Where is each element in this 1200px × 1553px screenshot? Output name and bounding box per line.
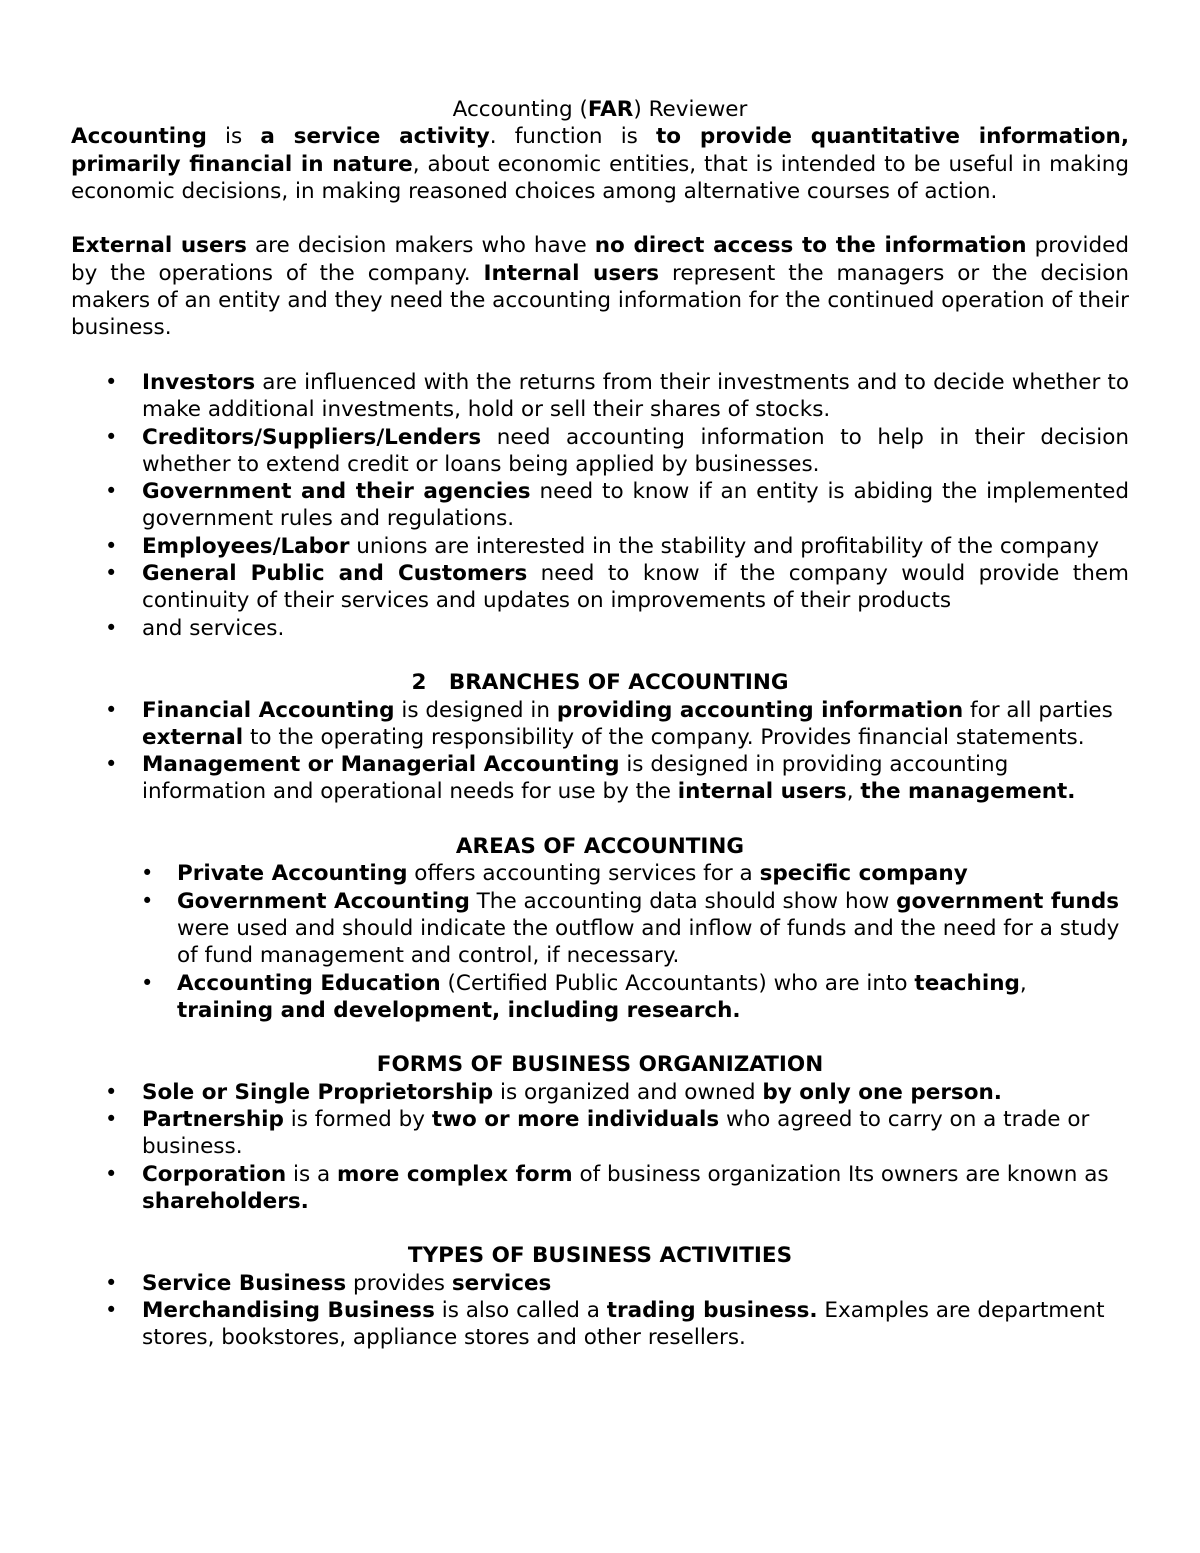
spacer [71, 205, 1129, 232]
bold-text-run: General Public and Customers [142, 561, 528, 587]
list-item [71, 369, 1129, 424]
text-run: The accounting data should show how [469, 888, 897, 914]
bold-text-run: Merchandising Business [142, 1298, 435, 1324]
text-run: provides [346, 1270, 452, 1296]
text-run: are decision makers who have [246, 233, 595, 259]
list-item [71, 860, 1129, 887]
text-run: represent the managers or the decision makers of an entity and they need the accounting information for the continued operation of their business. [71, 260, 1130, 341]
text-run: is organized and owned [493, 1079, 763, 1105]
list-item [71, 1161, 1129, 1216]
spacer [71, 342, 1129, 369]
bold-text-run: by only one person. [762, 1079, 1002, 1105]
text-run: is [206, 124, 261, 150]
bold-text-run: more complex form [337, 1161, 573, 1187]
types-heading: TYPES OF BUSINESS ACTIVITIES [407, 1243, 793, 1269]
bold-text-run: Accounting Education [177, 970, 441, 996]
types-list [71, 1270, 1129, 1352]
bold-text-run: two or more individuals [431, 1106, 720, 1132]
text-run: is designed in providing accounting information and operational needs for use by the [142, 752, 1009, 805]
text-run: is also called a [434, 1298, 607, 1324]
bullet-icon: • [141, 970, 154, 995]
spacer [71, 1215, 1129, 1242]
bold-text-run: teaching [914, 970, 1020, 996]
bold-text-run: Creditors/Suppliers/Lenders [142, 424, 482, 450]
document-title: Accounting (FAR) Reviewer [452, 97, 748, 122]
branches-list [71, 697, 1129, 806]
bold-text-run: Internal users [483, 260, 660, 286]
bold-text-run: services [451, 1270, 552, 1296]
bullet-icon: • [105, 1079, 118, 1104]
bold-text-run: Private Accounting [177, 861, 408, 887]
spacer [71, 642, 1129, 669]
text-run: is designed in [394, 697, 557, 723]
list-item [71, 560, 1129, 615]
list-item [71, 1270, 1129, 1297]
bullet-icon: • [105, 369, 118, 394]
bold-text-run: Accounting [71, 124, 207, 150]
text-run: are influenced with the returns from their investments and to decide whether to make additional investments, hold or sell their shares of stocks. [142, 369, 1129, 423]
branches-heading: 2 BRANCHES OF ACCOUNTING [411, 670, 789, 696]
bullet-icon: • [105, 561, 118, 586]
bold-text-run: Government Accounting [177, 888, 470, 914]
bold-text-run: Employees/Labor [142, 533, 350, 559]
text-run: . function is [489, 124, 657, 150]
spacer [71, 806, 1129, 833]
text-run: to the operating responsibility of the company. Provides financial statements. [243, 724, 1085, 750]
text-run: , about economic entities, that is intended to be useful in making economic decisions, in making reasoned choices among alternative courses of action. [71, 151, 1129, 204]
text-run: need to know if the company would provide them continuity of their services and updates on improvements of their products [142, 561, 1129, 614]
list-item [71, 751, 1129, 806]
list-item [71, 1079, 1129, 1106]
list-item [71, 478, 1129, 533]
text-run: unions are interested in the stability and profitability of the company [349, 533, 1099, 559]
users-paragraph [71, 232, 1129, 341]
list-item [71, 888, 1129, 970]
text-run: Examples are department stores, bookstores, appliance stores and other resellers. [142, 1298, 1105, 1351]
bold-text-run: Investors [142, 369, 256, 395]
bold-text-run: trading business. [606, 1298, 818, 1324]
text-run: (Certified Public Accountants) who are into [440, 970, 915, 996]
bullet-icon: • [105, 615, 118, 640]
text-run: who agreed to carry on a trade or business. [142, 1106, 1090, 1160]
bold-text-run: external [142, 724, 244, 750]
text-run: for all parties [963, 697, 1113, 723]
text-run: were used and should indicate the outflow and inflow of funds and the need for a study of fund management and control, if necessary. [177, 915, 1120, 969]
list-item [71, 1297, 1129, 1352]
text-run: is formed by [283, 1106, 432, 1132]
bullet-icon: • [141, 888, 154, 913]
areas-list [71, 860, 1129, 1024]
list-item [71, 424, 1129, 479]
text-run: , [846, 779, 861, 805]
bullet-icon: • [105, 697, 118, 722]
bullet-icon: • [105, 1106, 118, 1131]
bullet-icon: • [105, 1298, 118, 1323]
bold-text-run: Service Business [142, 1270, 347, 1296]
list-item [71, 697, 1129, 752]
bullet-icon: • [141, 861, 154, 886]
bold-text-run: providing accounting information [556, 697, 964, 723]
bold-text-run: a service activity [260, 124, 490, 150]
bold-text-run: training and development, including research. [177, 997, 741, 1023]
bold-text-run: Sole or Single Proprietorship [142, 1079, 494, 1105]
bold-text-run: government funds [896, 888, 1120, 914]
document-page [71, 96, 1129, 1352]
text-run: offers accounting services for a [407, 861, 760, 887]
list-item [71, 615, 1129, 642]
bold-text-run: no direct access to the information [594, 233, 1027, 259]
bold-text-run: Government and their agencies [142, 479, 531, 505]
text-run: provided by the operations of the company. [71, 233, 1129, 286]
text-run: , [1019, 970, 1027, 996]
text-run: and services. [142, 615, 285, 641]
bold-text-run: Corporation [142, 1161, 287, 1187]
bold-text-run: shareholders. [142, 1188, 309, 1214]
bold-text-run: External users [71, 233, 247, 259]
list-item [71, 533, 1129, 560]
bold-text-run: the management. [860, 779, 1076, 805]
bullet-icon: • [105, 1161, 118, 1186]
bold-text-run: Management or Managerial Accounting [142, 752, 620, 778]
bold-text-run: Partnership [142, 1106, 284, 1132]
list-item [71, 970, 1129, 1025]
bold-text-run: to provide quantitative information, primarily financial in nature [71, 124, 1130, 177]
text-run: is a [286, 1161, 338, 1187]
text-run: need to know if an entity is abiding the implemented government rules and regulations. [142, 479, 1130, 532]
bullet-icon: • [105, 424, 118, 449]
bold-text-run: internal users [677, 779, 847, 805]
forms-list [71, 1079, 1129, 1215]
list-item [71, 1106, 1129, 1161]
intro-paragraph [71, 123, 1129, 205]
bullet-icon: • [105, 1270, 118, 1295]
areas-heading: AREAS OF ACCOUNTING [455, 834, 745, 860]
bold-text-run: Financial Accounting [142, 697, 395, 723]
bullet-icon: • [105, 533, 118, 558]
bullet-icon: • [105, 752, 118, 777]
forms-heading: FORMS OF BUSINESS ORGANIZATION [376, 1052, 824, 1078]
bullet-icon: • [105, 479, 118, 504]
text-run: need accounting information to help in their decision whether to extend credit or loans being applied by businesses. [142, 424, 1129, 477]
bold-text-run: specific company [759, 861, 968, 887]
user-list [71, 369, 1129, 642]
spacer [71, 1024, 1129, 1051]
text-run: of business organization Its owners are known as [572, 1161, 1109, 1187]
